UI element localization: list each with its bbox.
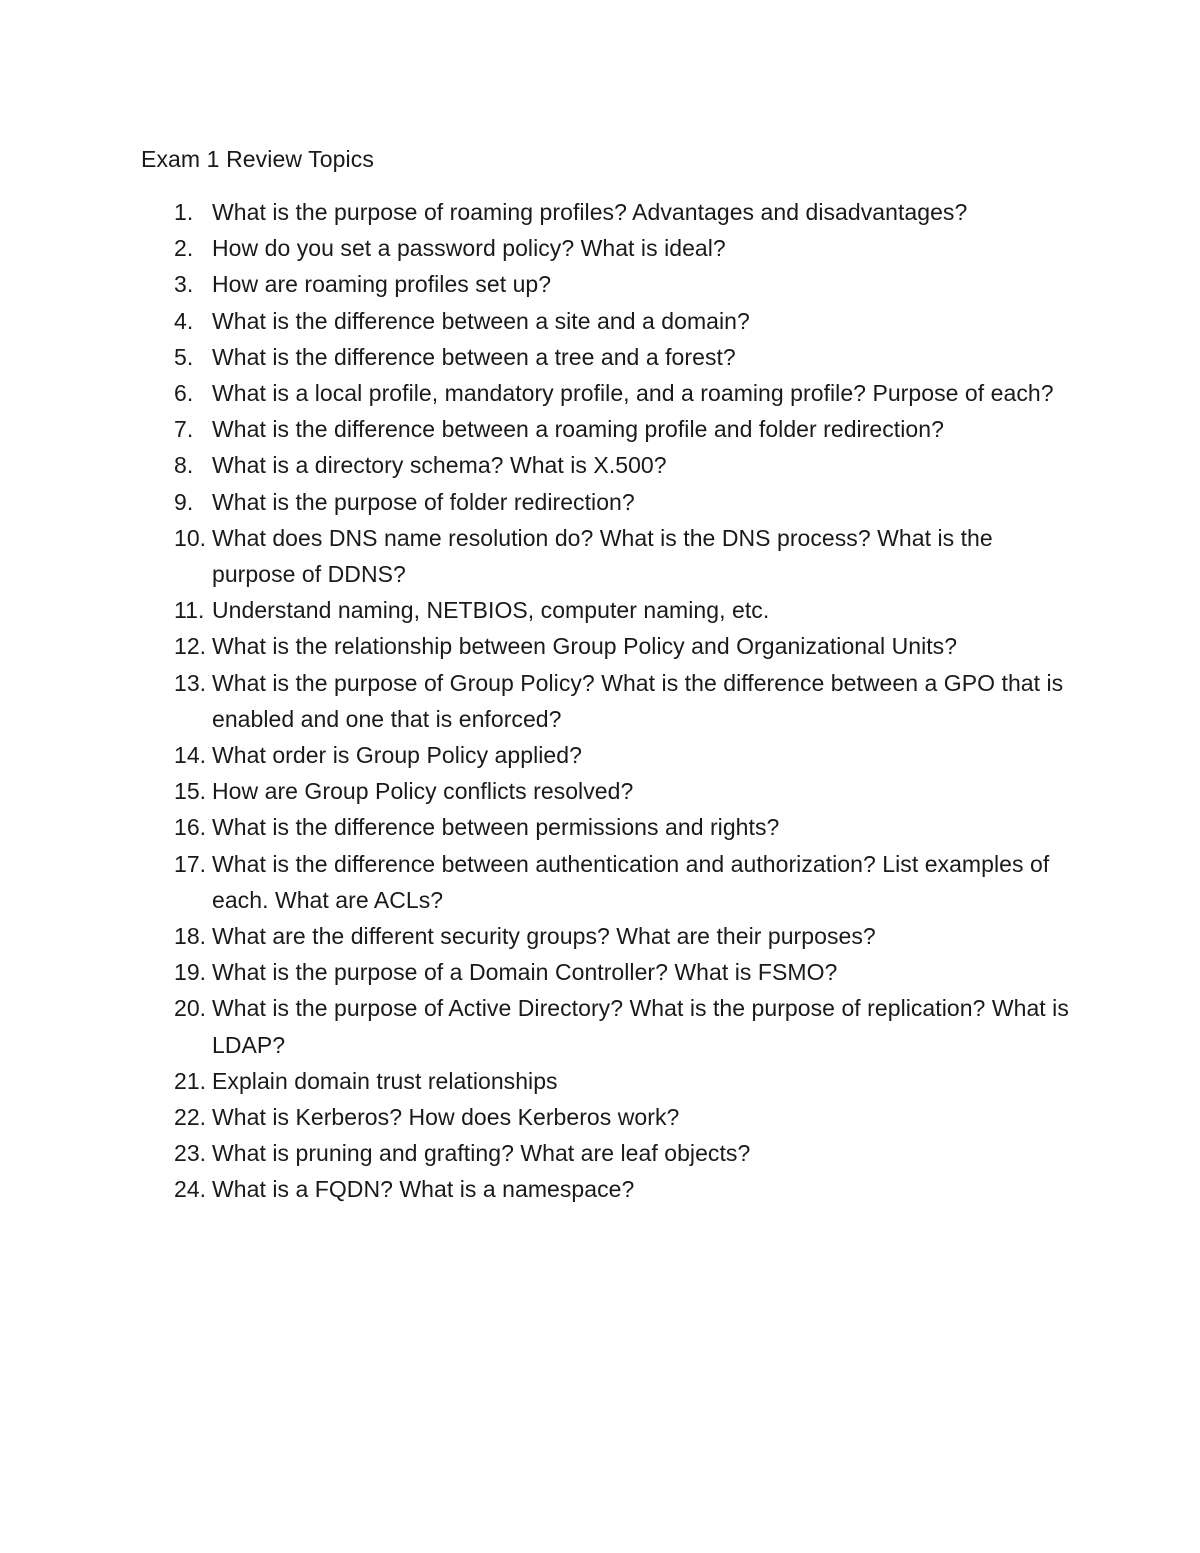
- list-item-number: 22.: [174, 1104, 207, 1131]
- document-title: Exam 1 Review Topics: [141, 146, 374, 172]
- list-item-number: 6.: [174, 380, 194, 407]
- list-item: [141, 954, 1071, 990]
- list-item-text: What is the purpose of a Domain Controller? What is FSMO?: [212, 959, 838, 986]
- list-item-text: How do you set a password policy? What is ideal?: [212, 235, 726, 262]
- list-item-number: 12.: [174, 633, 207, 660]
- list-item-text: What is Kerberos? How does Kerberos work?: [212, 1104, 680, 1131]
- list-item: [141, 1099, 1071, 1135]
- list-item-number: 5.: [174, 343, 194, 370]
- list-item-number: 24.: [174, 1176, 207, 1203]
- list-item-number: 19.: [174, 959, 207, 986]
- list-item-number: 4.: [174, 307, 194, 334]
- list-item-text: What does DNS name resolution do? What is the DNS process? What is the purpose of DDNS?: [212, 524, 993, 588]
- list-item-number: 8.: [174, 452, 194, 479]
- list-item-text: What is a directory schema? What is X.500?: [212, 452, 667, 479]
- list-item: [141, 773, 1071, 809]
- list-item-text: Understand naming, NETBIOS, computer naming, etc.: [212, 597, 770, 624]
- list-item-text: What is the purpose of Active Directory? What is the purpose of replication? What is LDAP?: [212, 995, 1069, 1058]
- list-item-text: What is the relationship between Group Policy and Organizational Units?: [212, 633, 958, 660]
- list-item-text: How are Group Policy conflicts resolved?: [212, 778, 634, 805]
- list-item: [141, 665, 1071, 737]
- list-item-text: What order is Group Policy applied?: [212, 742, 582, 769]
- list-item-text: What is a FQDN? What is a namespace?: [212, 1176, 635, 1203]
- list-item: [141, 375, 1071, 411]
- list-item-number: 17.: [174, 850, 207, 877]
- list-item-number: 7.: [174, 416, 194, 443]
- list-item-text: What is the purpose of folder redirection?: [212, 488, 635, 515]
- list-item-text: Explain domain trust relationships: [212, 1067, 558, 1094]
- list-item: [141, 1135, 1071, 1171]
- list-item-text: What is a local profile, mandatory profile, and a roaming profile? Purpose of each?: [212, 380, 1054, 407]
- list-item: [141, 194, 1071, 230]
- list-item-number: 16.: [174, 814, 207, 841]
- list-item: [141, 1171, 1071, 1207]
- list-item: [141, 990, 1071, 1062]
- list-item: [141, 411, 1071, 447]
- list-item-number: 18.: [174, 923, 207, 950]
- list-item: [141, 266, 1071, 302]
- list-item: [141, 918, 1071, 954]
- list-item-text: What is the purpose of Group Policy? What is the difference between a GPO that is enabled and one that is enforced?: [212, 669, 1064, 732]
- list-item-number: 11.: [174, 597, 205, 624]
- list-item: [141, 737, 1071, 773]
- list-item-text: What is the difference between a site and a domain?: [212, 307, 750, 334]
- list-item: [141, 230, 1071, 266]
- list-item: [141, 303, 1071, 339]
- list-item: [141, 339, 1071, 375]
- list-item-text: What is the difference between permissions and rights?: [212, 814, 780, 841]
- list-item: [141, 809, 1071, 845]
- list-item: [141, 592, 1071, 628]
- list-item-text: What is the difference between a tree and a forest?: [212, 343, 736, 370]
- list-item: [141, 520, 1071, 592]
- list-item: [141, 447, 1071, 483]
- list-item-text: What is the difference between a roaming profile and folder redirection?: [212, 416, 944, 443]
- list-item: [141, 1063, 1071, 1099]
- list-item-text: What are the different security groups? What are their purposes?: [212, 923, 876, 950]
- list-item-number: 21.: [174, 1067, 207, 1094]
- list-item-number: 1.: [174, 199, 194, 225]
- list-item-number: 9.: [174, 488, 194, 515]
- list-item-number: 13.: [174, 669, 207, 696]
- list-item-number: 14.: [174, 742, 207, 769]
- list-item: [141, 484, 1071, 520]
- list-item: [141, 628, 1071, 664]
- list-item-number: 20.: [174, 995, 207, 1022]
- list-item-number: 10.: [174, 524, 207, 551]
- list-item-text: What is pruning and grafting? What are leaf objects?: [212, 1140, 751, 1167]
- list-item-number: 3.: [174, 271, 194, 298]
- list-item-number: 23.: [174, 1140, 207, 1167]
- review-topic-list: [141, 194, 1071, 1208]
- list-item-text: What is the purpose of roaming profiles? Advantages and disadvantages?: [212, 199, 968, 225]
- list-item-text: What is the difference between authentication and authorization? List examples of each. What are ACLs?: [212, 850, 1050, 913]
- list-item-text: How are roaming profiles set up?: [212, 271, 552, 298]
- list-item-number: 15.: [174, 778, 207, 805]
- list-item-number: 2.: [174, 235, 194, 262]
- list-item: [141, 846, 1071, 918]
